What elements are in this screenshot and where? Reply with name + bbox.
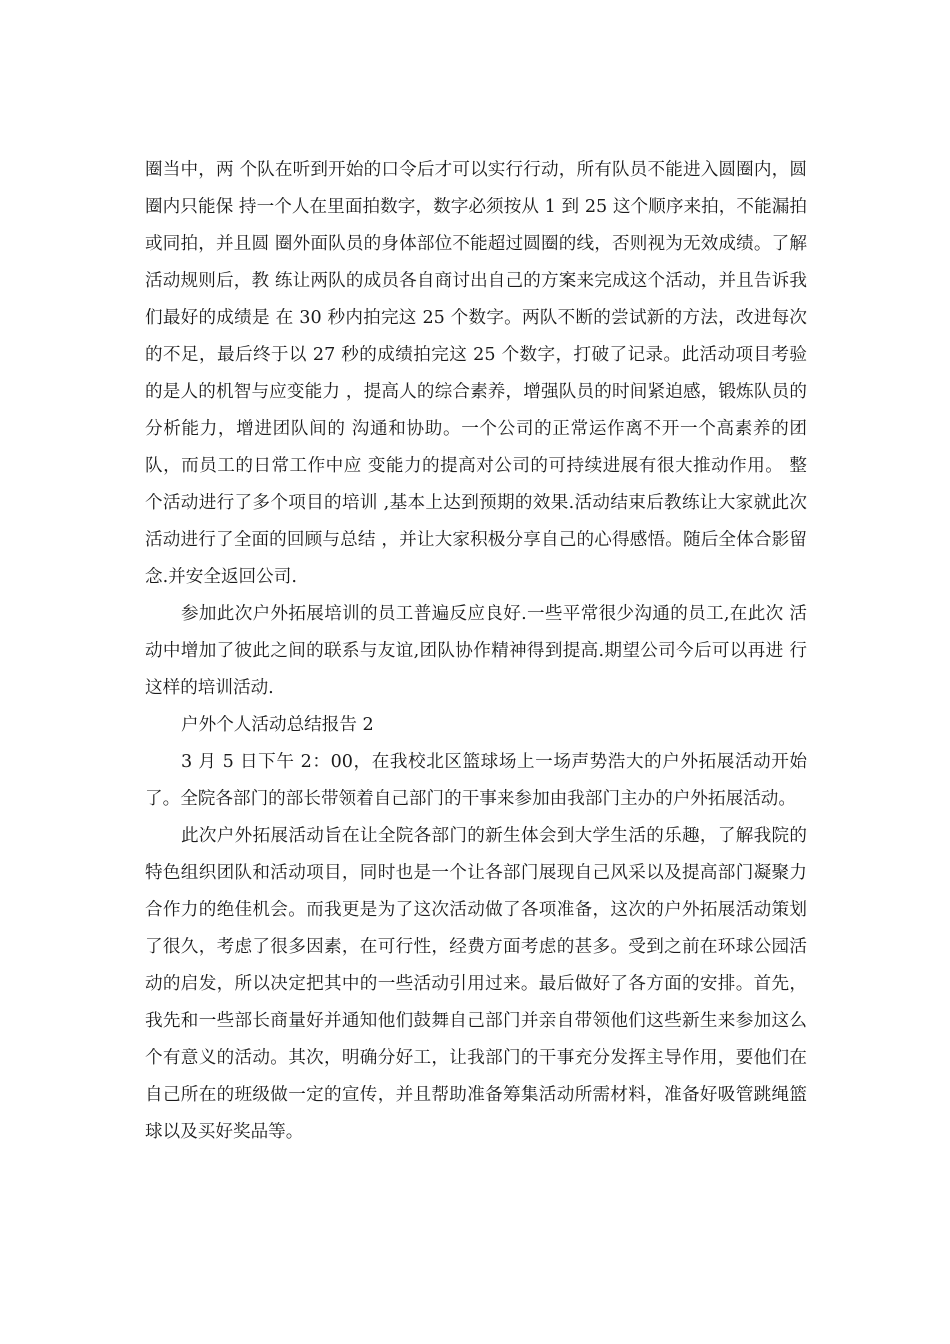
paragraph-continuation: 圈当中，两 个队在听到开始的口令后才可以实行行动，所有队员不能进入圆圈内，圆圈内只能保 持一个人在里面拍数字，数字必须按从 1 到 25 这个顺序来拍，不能漏拍或同拍，并且圆 圈外面队员的身体部位不能超过圆圈的线，否则视为无效成绩。了解活动规则后，教 练让两队的成员各自商讨出自己的方案来完成这个活动，并且告诉我们最好的成绩是 在 30 秒内拍完这 25 个数字。两队不断的尝试新的方法，改进每次的不足，最后终于以 27 秒的成绩拍完这 25 个数字，打破了记录。此活动项目考验的是人的机智与应变能力 ，提高人的综合素养，增强队员的时间紧迫感，锻炼队员的分析能力，增进团队间的 沟通和协助。一个公司的正常运作离不开一个高素养的团队，而员工的日常工作中应 变能力的提高对公司的可持续进展有很大推动作用。 整个活动进行了多个项目的培训 ,基本上达到预期的效果.活动结束后教练让大家就此次活动进行了全面的回顾与总结 ，并让大家积极分享自己的心得感悟。随后全体合影留念.并安全返回公司. [145, 160, 807, 587]
section-heading: 户外个人活动总结报告 2 [181, 715, 374, 735]
paragraph-feedback: 参加此次户外拓展培训的员工普遍反应良好.一些平常很少沟通的员工,在此次 活动中增加了彼此之间的联系与友谊,团队协作精神得到提高.期望公司今后可以再进 行这样的培训活动. [145, 604, 807, 698]
document-body [145, 152, 807, 1151]
paragraph-event-start: 3 月 5 日下午 2：00，在我校北区篮球场上一场声势浩大的户外拓展活动开始了。全院各部门的部长带领着自己部门的干事来参加由我部门主办的户外拓展活动。 [145, 752, 807, 809]
paragraph-event-purpose: 此次户外拓展活动旨在让全院各部门的新生体会到大学生活的乐趣，了解我院的特色组织团队和活动项目，同时也是一个让各部门展现自己风采以及提高部门凝聚力合作力的绝佳机会。而我更是为了这次活动做了各项准备，这次的户外拓展活动策划了很久，考虑了很多因素，在可行性，经费方面考虑的甚多。受到之前在环球公园活动的启发，所以决定把其中的一些活动引用过来。最后做好了各方面的安排。首先，我先和一些部长商量好并通知他们鼓舞自己部门并亲自带领他们这些新生来参加这么个有意义的活动。其次，明确分好工，让我部门的干事充分发挥主导作用，要他们在自己所在的班级做一定的宣传，并且帮助准备筹集活动所需材料，准备好吸管跳绳篮球以及买好奖品等。 [145, 826, 807, 1142]
